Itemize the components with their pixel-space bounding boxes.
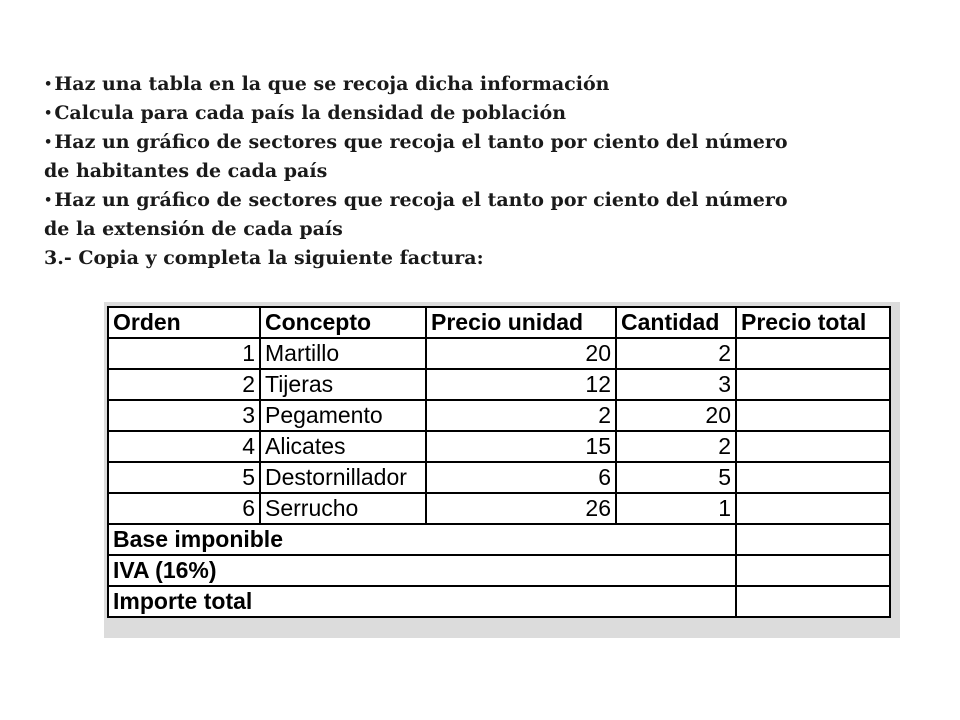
instruction-line: • Calcula para cada país la densidad de población	[44, 102, 567, 124]
header-cantidad: Cantidad	[616, 307, 736, 338]
label-iva: IVA (16%)	[108, 555, 736, 586]
cell-concepto[interactable]: Tijeras	[260, 369, 426, 400]
cell-precio-total[interactable]	[736, 400, 890, 431]
bullet-icon: •	[44, 135, 53, 150]
cell-precio-total[interactable]	[736, 338, 890, 369]
cell-precio-unidad[interactable]: 12	[426, 369, 616, 400]
cell-precio-total[interactable]	[736, 493, 890, 524]
header-concepto: Concepto	[260, 307, 426, 338]
table-row	[108, 493, 890, 524]
header-precio-total: Precio total	[736, 307, 890, 338]
cell-precio-unidad[interactable]: 6	[426, 462, 616, 493]
cell-orden[interactable]: 2	[108, 369, 260, 400]
table-row	[108, 431, 890, 462]
instruction-line: • Haz un gráfico de sectores que recoja el tanto por ciento del número	[44, 131, 788, 153]
value-importe-total[interactable]	[736, 586, 890, 617]
header-orden: Orden	[108, 307, 260, 338]
summary-row-importe-total	[108, 586, 890, 617]
table-row	[108, 400, 890, 431]
value-base-imponible[interactable]	[736, 524, 890, 555]
cell-cantidad[interactable]: 1	[616, 493, 736, 524]
summary-row-base-imponible	[108, 524, 890, 555]
cell-cantidad[interactable]: 2	[616, 431, 736, 462]
cell-concepto[interactable]: Destornillador	[260, 462, 426, 493]
cell-concepto[interactable]: Alicates	[260, 431, 426, 462]
summary-row-iva	[108, 555, 890, 586]
cell-concepto[interactable]: Martillo	[260, 338, 426, 369]
label-importe-total: Importe total	[108, 586, 736, 617]
cell-precio-unidad[interactable]: 2	[426, 400, 616, 431]
instruction-line: de habitantes de cada país	[44, 160, 328, 182]
cell-orden[interactable]: 1	[108, 338, 260, 369]
instruction-line: • Haz un gráfico de sectores que recoja el tanto por ciento del número	[44, 189, 788, 211]
cell-orden[interactable]: 5	[108, 462, 260, 493]
cell-cantidad[interactable]: 2	[616, 338, 736, 369]
instruction-line: de la extensión de cada país	[44, 218, 343, 240]
bullet-icon: •	[44, 193, 53, 208]
instructions-text	[44, 70, 924, 273]
exercise-heading: 3.- Copia y completa la siguiente factura:	[44, 247, 484, 269]
table-row	[108, 462, 890, 493]
table-row	[108, 338, 890, 369]
label-base-imponible: Base imponible	[108, 524, 736, 555]
instruction-line: • Haz una tabla en la que se recoja dicha información	[44, 73, 610, 95]
cell-orden[interactable]: 3	[108, 400, 260, 431]
bullet-icon: •	[44, 77, 53, 92]
cell-precio-total[interactable]	[736, 369, 890, 400]
cell-orden[interactable]: 4	[108, 431, 260, 462]
cell-cantidad[interactable]: 5	[616, 462, 736, 493]
cell-precio-unidad[interactable]: 26	[426, 493, 616, 524]
header-row	[108, 307, 890, 338]
cell-precio-total[interactable]	[736, 462, 890, 493]
invoice-table	[107, 306, 891, 618]
cell-cantidad[interactable]: 3	[616, 369, 736, 400]
cell-cantidad[interactable]: 20	[616, 400, 736, 431]
cell-concepto[interactable]: Serrucho	[260, 493, 426, 524]
cell-orden[interactable]: 6	[108, 493, 260, 524]
header-precio-unidad: Precio unidad	[426, 307, 616, 338]
cell-precio-total[interactable]	[736, 431, 890, 462]
cell-precio-unidad[interactable]: 20	[426, 338, 616, 369]
table-row	[108, 369, 890, 400]
bullet-icon: •	[44, 106, 53, 121]
cell-precio-unidad[interactable]: 15	[426, 431, 616, 462]
value-iva[interactable]	[736, 555, 890, 586]
cell-concepto[interactable]: Pegamento	[260, 400, 426, 431]
